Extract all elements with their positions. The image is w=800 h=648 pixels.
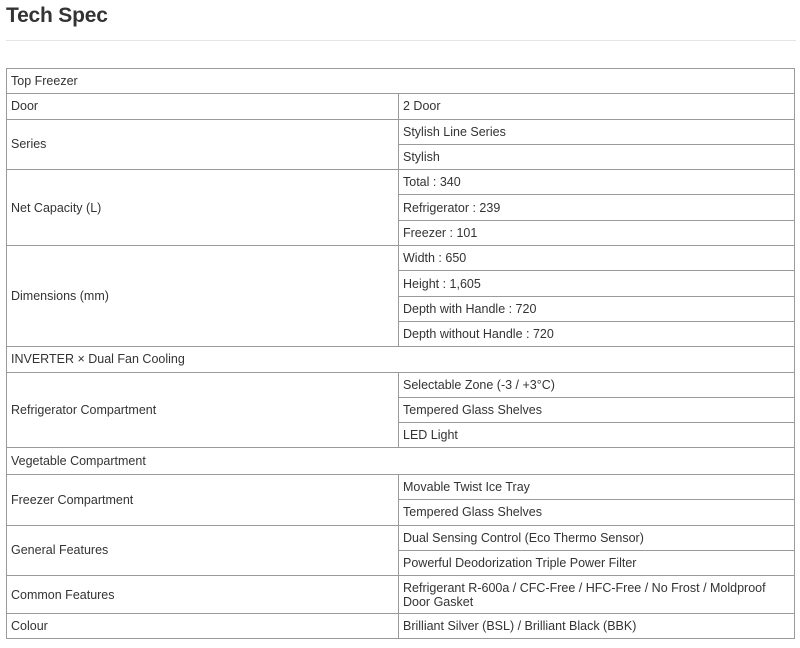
title-divider	[6, 40, 796, 41]
table-row	[7, 170, 795, 195]
table-row	[7, 576, 795, 614]
table-row	[7, 372, 795, 397]
spec-value: Depth without Handle : 720	[399, 321, 795, 346]
spec-label-dimensions: Dimensions (mm)	[7, 246, 399, 347]
spec-section-cooling: INVERTER × Dual Fan Cooling	[7, 347, 795, 372]
spec-value: Depth with Handle : 720	[399, 296, 795, 321]
spec-table	[6, 68, 795, 639]
spec-value: Powerful Deodorization Triple Power Filter	[399, 550, 795, 575]
spec-label-general-features: General Features	[7, 525, 399, 576]
table-row	[7, 474, 795, 499]
spec-value: Stylish Line Series	[399, 119, 795, 144]
spec-value: Brilliant Silver (BSL) / Brilliant Black (BBK)	[399, 614, 795, 639]
spec-value: Total : 340	[399, 170, 795, 195]
table-row	[7, 94, 795, 119]
spec-value: Tempered Glass Shelves	[399, 397, 795, 422]
table-row	[7, 448, 795, 475]
spec-value: Movable Twist Ice Tray	[399, 474, 795, 499]
spec-value: Stylish	[399, 144, 795, 169]
table-row	[7, 347, 795, 372]
spec-value: Tempered Glass Shelves	[399, 500, 795, 525]
spec-section-top-freezer: Top Freezer	[7, 69, 795, 94]
table-row	[7, 525, 795, 550]
table-row	[7, 69, 795, 94]
spec-section-vegetable-compartment: Vegetable Compartment	[7, 448, 795, 475]
spec-value: Selectable Zone (-3 / +3°C)	[399, 372, 795, 397]
spec-value: Refrigerant R-600a / CFC-Free / HFC-Free / No Frost / Moldproof Door Gasket	[399, 576, 795, 614]
spec-label-common-features: Common Features	[7, 576, 399, 614]
table-row	[7, 246, 795, 271]
spec-label-colour: Colour	[7, 614, 399, 639]
spec-value: Width : 650	[399, 246, 795, 271]
spec-label-freezer-compartment: Freezer Compartment	[7, 474, 399, 525]
spec-label-net-capacity: Net Capacity (L)	[7, 170, 399, 246]
spec-value: LED Light	[399, 423, 795, 448]
spec-value: Dual Sensing Control (Eco Thermo Sensor)	[399, 525, 795, 550]
spec-label-series: Series	[7, 119, 399, 170]
spec-value: Freezer : 101	[399, 220, 795, 245]
page-title: Tech Spec	[6, 4, 108, 27]
table-row	[7, 119, 795, 144]
table-row	[7, 614, 795, 639]
spec-value: 2 Door	[399, 94, 795, 119]
spec-label-door: Door	[7, 94, 399, 119]
spec-label-refrigerator-compartment: Refrigerator Compartment	[7, 372, 399, 448]
spec-value: Refrigerator : 239	[399, 195, 795, 220]
spec-value: Height : 1,605	[399, 271, 795, 296]
